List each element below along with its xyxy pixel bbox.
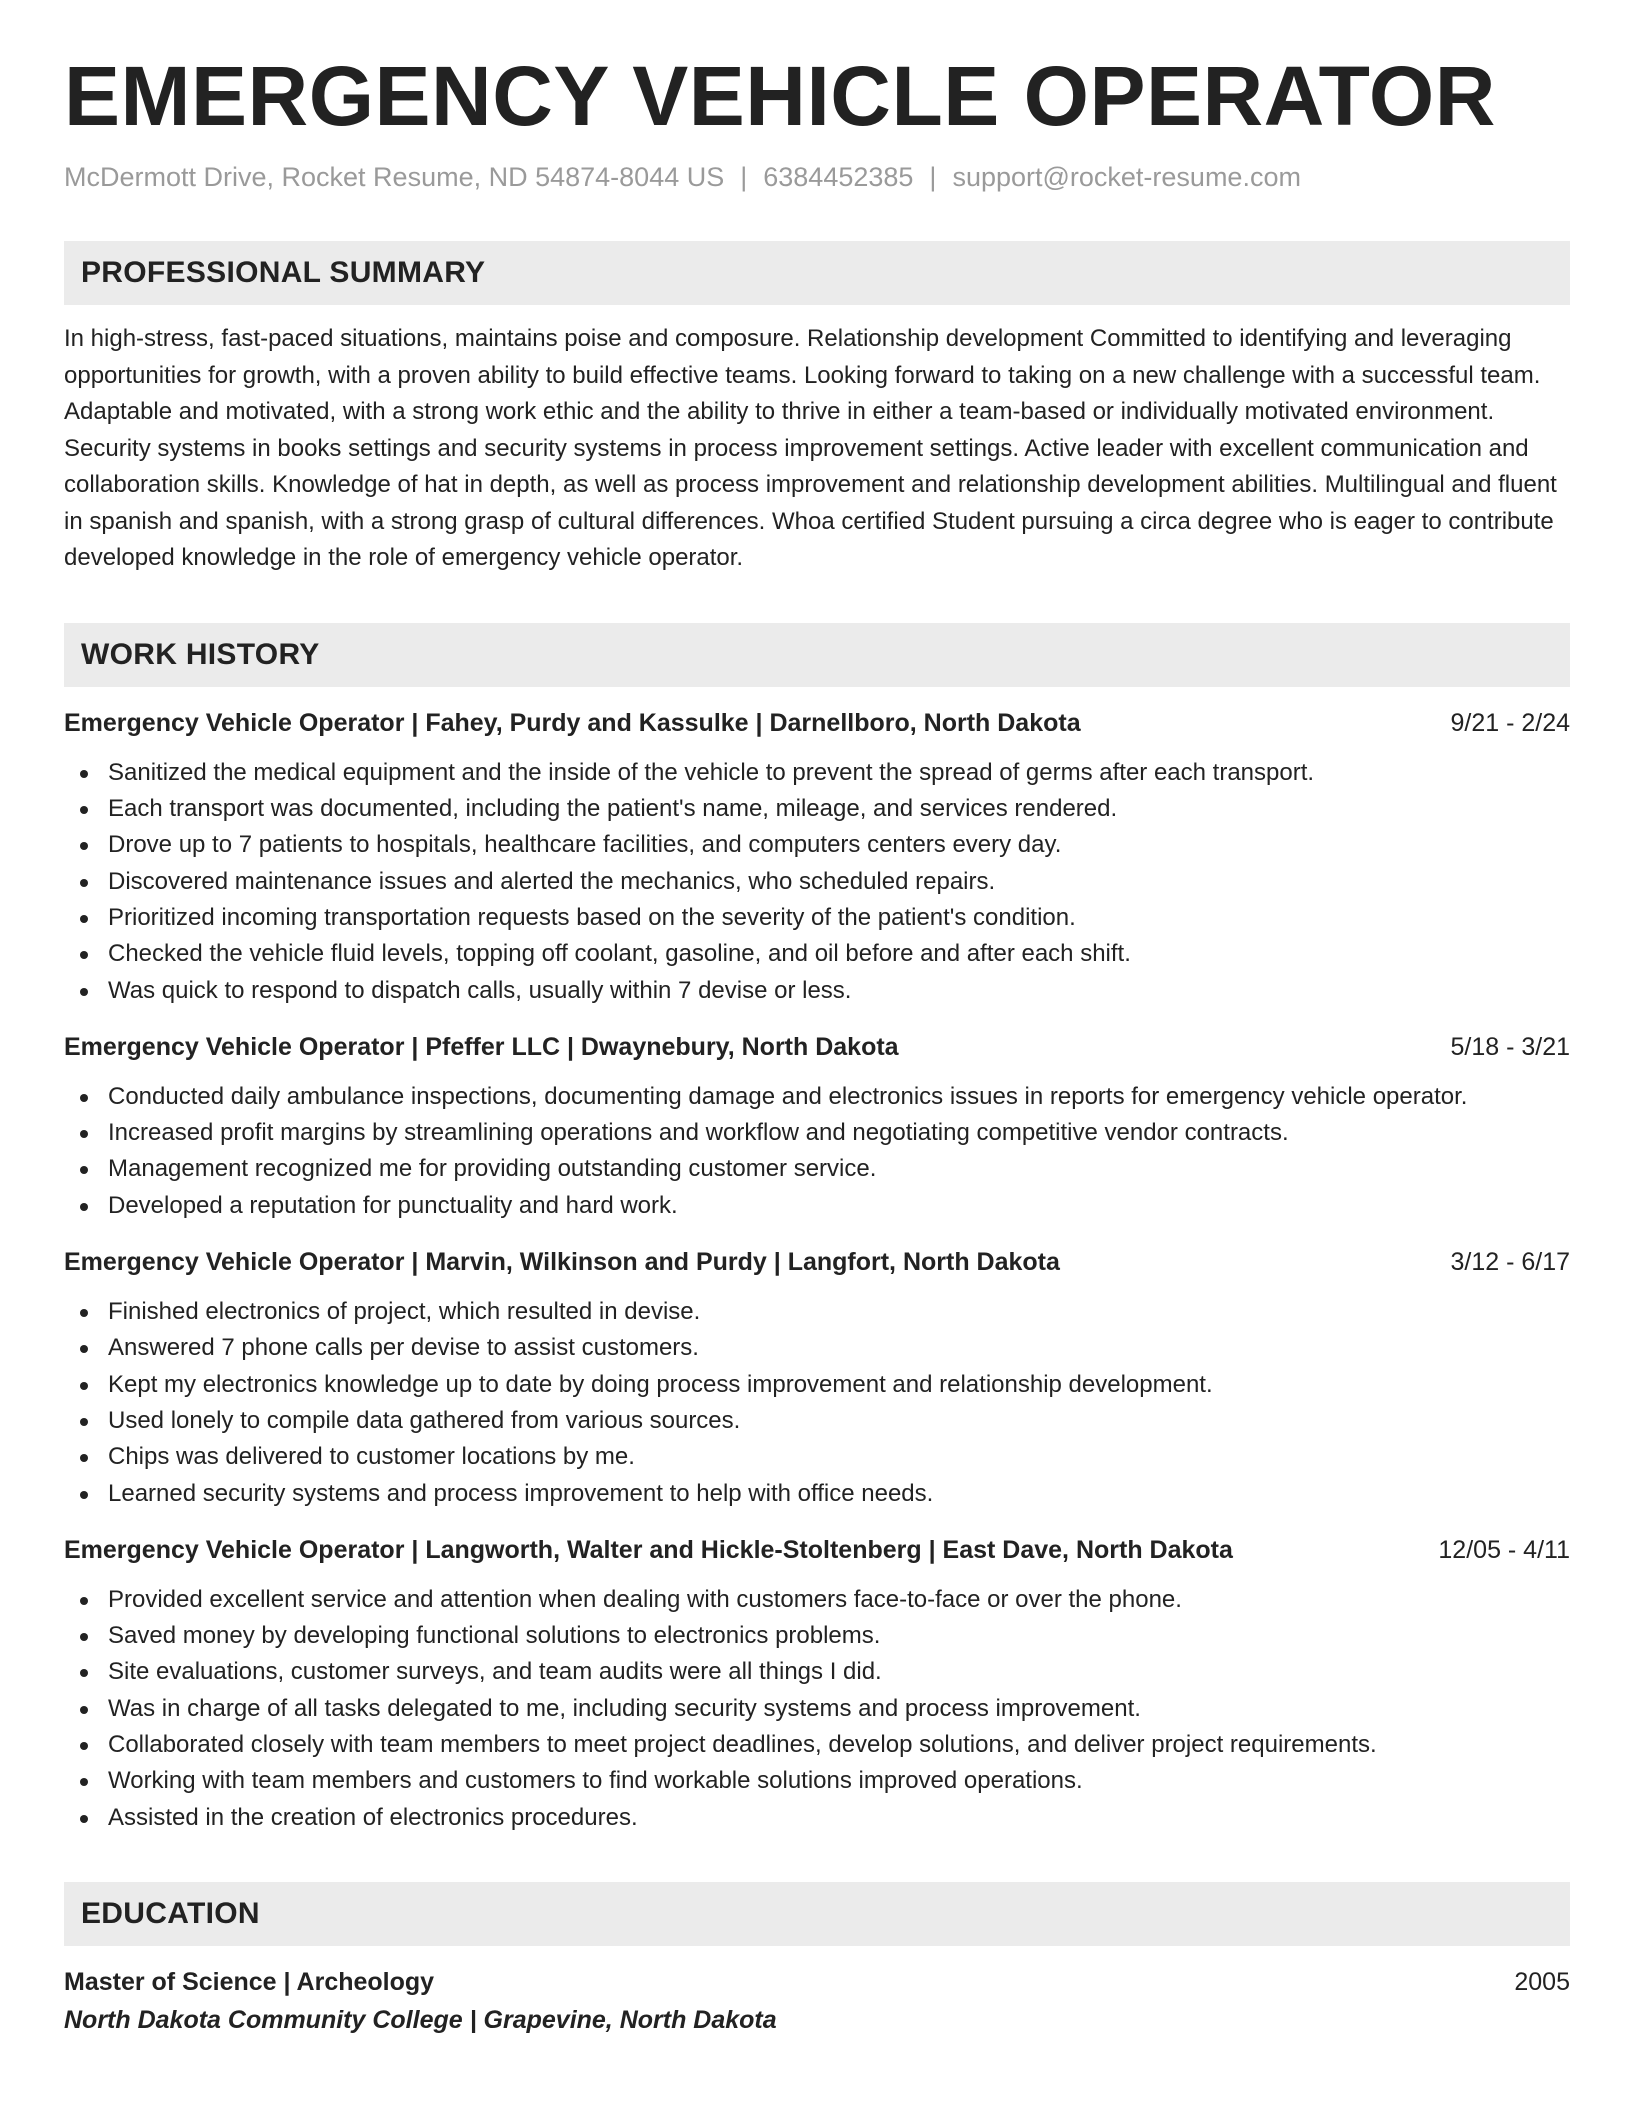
job-bullets	[64, 755, 1570, 1009]
job-title: Emergency Vehicle Operator | Langworth, Walter and Hickle-Stoltenberg | East Dave, North Dakota	[64, 1535, 1233, 1564]
education-section-title: EDUCATION	[81, 1896, 260, 1930]
job-bullet: Kept my electronics knowledge up to date by doing process improvement and relationship development.	[64, 1367, 1570, 1403]
job-title: Emergency Vehicle Operator | Pfeffer LLC | Dwaynebury, North Dakota	[64, 1032, 899, 1061]
job-header	[64, 1029, 1570, 1065]
contact-separator: |	[929, 162, 937, 193]
job-bullet: Answered 7 phone calls per devise to assist customers.	[64, 1330, 1570, 1366]
job-title: Emergency Vehicle Operator | Marvin, Wilkinson and Purdy | Langfort, North Dakota	[64, 1248, 1060, 1277]
job-bullets	[64, 1294, 1570, 1512]
contact-separator: |	[740, 162, 748, 193]
job-bullet: Was in charge of all tasks delegated to me, including security systems and process improvement.	[64, 1691, 1570, 1727]
job-bullet: Assisted in the creation of electronics procedures.	[64, 1800, 1570, 1836]
resume-page	[64, 49, 1570, 2040]
job-bullets	[64, 1582, 1570, 1836]
candidate-name: EMERGENCY VEHICLE OPERATOR	[64, 49, 1496, 143]
job-bullet: Working with team members and customers to find workable solutions improved operations.	[64, 1763, 1570, 1799]
work-section-title: WORK HISTORY	[81, 637, 320, 671]
contact-phone: 6384452385	[763, 162, 914, 193]
job-bullet: Conducted daily ambulance inspections, documenting damage and electronics issues in reports for emergency vehicle operator.	[64, 1079, 1570, 1115]
summary-section-title: PROFESSIONAL SUMMARY	[81, 256, 486, 290]
job-bullet: Increased profit margins by streamlining operations and workflow and negotiating competitive vendor contracts.	[64, 1115, 1570, 1151]
job-header	[64, 705, 1570, 741]
job-bullet: Drove up to 7 patients to hospitals, healthcare facilities, and computers centers every day.	[64, 827, 1570, 863]
education-degree: Master of Science | Archeology	[64, 1967, 435, 1996]
job-entry	[64, 1532, 1570, 1836]
job-bullet: Developed a reputation for punctuality and hard work.	[64, 1188, 1570, 1224]
summary-section-header	[64, 241, 1570, 305]
education-entry	[64, 1964, 1570, 2040]
job-bullet: Chips was delivered to customer locations by me.	[64, 1439, 1570, 1475]
job-bullet: Site evaluations, customer surveys, and team audits were all things I did.	[64, 1654, 1570, 1690]
job-header	[64, 1532, 1570, 1568]
job-bullet: Each transport was documented, including the patient's name, mileage, and services rendered.	[64, 791, 1570, 827]
summary-text: In high-stress, fast-paced situations, maintains poise and composure. Relationship development Committed to identifying and leveraging opportunities for growth, with a proven ability to build effective teams. Looking forward to taking on a new challenge with a successful team. Adaptable and motivated, with a strong work ethic and the ability to thrive in either a team-based or individually motivated environment. Security systems in books settings and security systems in process improvement settings. Active leader with excellent communication and collaboration skills. Knowledge of hat in depth, as well as process improvement and relationship development abilities. Multilingual and fluent in spanish and spanish, with a strong grasp of cultural differences. Whoa certified Student pursuing a circa degree who is eager to contribute developed knowledge in the role of emergency vehicle operator.	[64, 325, 1557, 572]
job-dates: 5/18 - 3/21	[1450, 1032, 1570, 1061]
job-entry	[64, 1244, 1570, 1512]
job-bullets	[64, 1079, 1570, 1224]
job-bullet: Collaborated closely with team members to meet project deadlines, develop solutions, and deliver project requirements.	[64, 1727, 1570, 1763]
job-bullet: Was quick to respond to dispatch calls, usually within 7 devise or less.	[64, 973, 1570, 1009]
job-bullet: Prioritized incoming transportation requests based on the severity of the patient's condition.	[64, 900, 1570, 936]
job-title: Emergency Vehicle Operator | Fahey, Purdy and Kassulke | Darnellboro, North Dakota	[64, 708, 1081, 737]
job-bullet: Learned security systems and process improvement to help with office needs.	[64, 1476, 1570, 1512]
job-dates: 12/05 - 4/11	[1438, 1535, 1570, 1564]
job-dates: 3/12 - 6/17	[1450, 1248, 1570, 1277]
job-bullet: Sanitized the medical equipment and the inside of the vehicle to prevent the spread of germs after each transport.	[64, 755, 1570, 791]
job-dates: 9/21 - 2/24	[1450, 708, 1570, 737]
job-header	[64, 1244, 1570, 1280]
job-bullet: Used lonely to compile data gathered from various sources.	[64, 1403, 1570, 1439]
education-school: North Dakota Community College | Grapevine, North Dakota	[64, 2005, 777, 2034]
job-bullet: Checked the vehicle fluid levels, topping off coolant, gasoline, and oil before and after each shift.	[64, 936, 1570, 972]
job-bullet: Discovered maintenance issues and alerted the mechanics, who scheduled repairs.	[64, 864, 1570, 900]
education-year: 2005	[1514, 1967, 1570, 1996]
job-bullet: Finished electronics of project, which resulted in devise.	[64, 1294, 1570, 1330]
job-bullet: Saved money by developing functional solutions to electronics problems.	[64, 1618, 1570, 1654]
work-section-header	[64, 623, 1570, 687]
contact-email: support@rocket-resume.com	[952, 162, 1301, 193]
job-bullet: Management recognized me for providing outstanding customer service.	[64, 1151, 1570, 1187]
job-bullet: Provided excellent service and attention when dealing with customers face-to-face or over the phone.	[64, 1582, 1570, 1618]
job-entry	[64, 705, 1570, 1009]
education-header	[64, 1964, 1570, 2000]
contact-address: McDermott Drive, Rocket Resume, ND 54874-8044 US	[64, 162, 725, 193]
education-section-header	[64, 1882, 1570, 1946]
job-entry	[64, 1029, 1570, 1224]
contact-line	[64, 160, 1570, 195]
